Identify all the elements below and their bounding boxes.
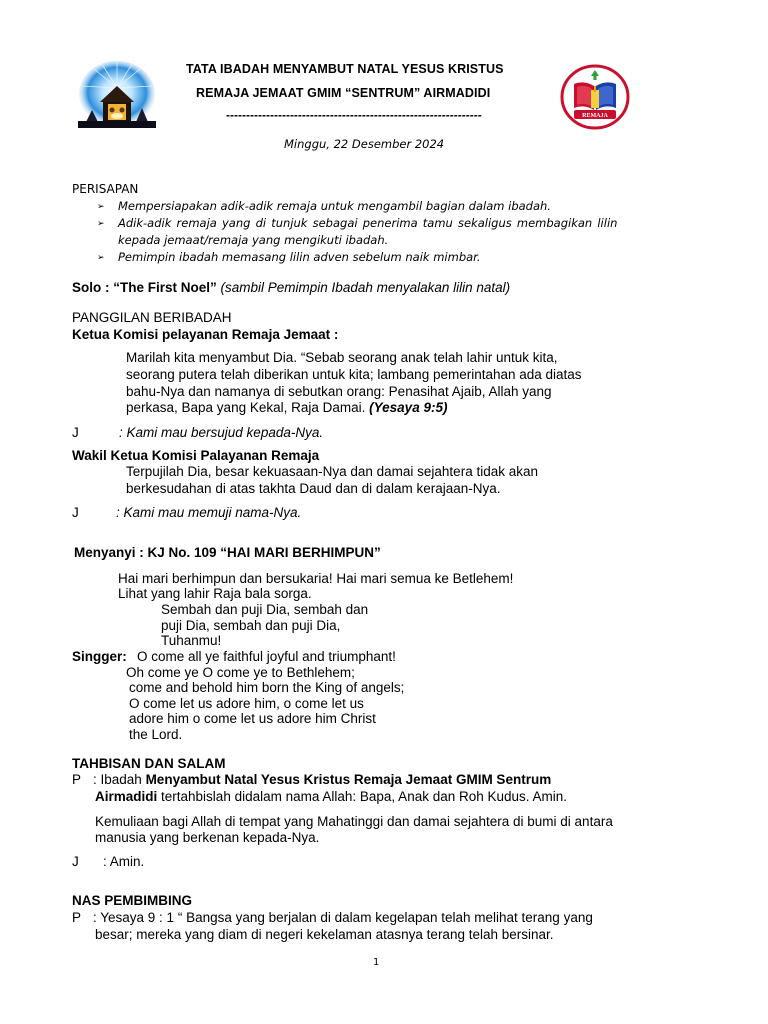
panggilan-speaker: Ketua Komisi pelayanan Remaja Jemaat : bbox=[72, 327, 339, 342]
tahbisan-p-prefix: : Ibadah bbox=[93, 772, 142, 787]
wakil-j-label: J bbox=[72, 505, 79, 520]
panggilan-line-4-wrap bbox=[126, 400, 447, 415]
tahbisan-p-line-2 bbox=[95, 789, 567, 804]
tahbisan-p-bold-1: Menyambut Natal Yesus Kristus Remaja Jemaat GMIM Sentrum bbox=[145, 772, 552, 787]
remaja-logo-image bbox=[560, 64, 630, 130]
wakil-j-response: : Kami mau memuji nama-Nya. bbox=[116, 505, 302, 520]
singer-label: Singger: bbox=[72, 649, 127, 664]
tahbisan-p-rest: tertahbislah didalam nama Allah: Bapa, Anak dan Roh Kudus. Amin. bbox=[161, 789, 568, 804]
song-refrain-line-3: Tuhanmu! bbox=[161, 633, 222, 648]
tahbisan-heading: TAHBISAN DAN SALAM bbox=[72, 756, 226, 771]
song-refrain-line-1: Sembah dan puji Dia, sembah dan bbox=[161, 602, 369, 617]
page-number: 1 bbox=[373, 957, 380, 968]
panggilan-j-response: : Kami mau bersujud kepada-Nya. bbox=[119, 425, 324, 440]
arrow-bullet-icon: ➢ bbox=[97, 218, 105, 228]
wakil-line-2: berkesudahan di atas takhta Daud dan di dalam kerajaan-Nya. bbox=[126, 481, 501, 496]
panggilan-line-3: bahu-Nya dan namanya di sebutkan orang: Penasihat Ajaib, Allah yang bbox=[126, 384, 552, 399]
nas-p-label: P bbox=[72, 910, 82, 925]
nas-line-2: besar; mereka yang diam di negeri kekelaman atasnya terang telah bersinar. bbox=[95, 927, 554, 942]
panggilan-reference: (Yesaya 9:5) bbox=[369, 400, 448, 415]
arrow-bullet-icon: ➢ bbox=[97, 201, 105, 211]
header-divider: ---------------------------------------------------------------- bbox=[226, 108, 482, 122]
persiapan-heading: PERISAPAN bbox=[72, 182, 139, 196]
solo-label: Solo : “The First Noel” bbox=[72, 280, 217, 295]
singer-line-5: adore him o come let us adore him Christ bbox=[129, 711, 376, 726]
tahbisan-p-bold-2: Airmadidi bbox=[95, 789, 158, 804]
nas-line-1: : Yesaya 9 : 1 “ Bangsa yang berjalan di dalam kegelapan telah melihat terang yang bbox=[93, 910, 593, 925]
nas-heading: NAS PEMBIMBING bbox=[72, 893, 193, 908]
song-verse-line-2: Lihat yang lahir Raja bala sorga. bbox=[118, 586, 312, 601]
menyanyi-heading: Menyanyi : KJ No. 109 “HAI MARI BERHIMPUN” bbox=[74, 545, 381, 560]
panggilan-j-label: J bbox=[72, 425, 79, 440]
document-date: Minggu, 22 Desember 2024 bbox=[284, 137, 445, 151]
nativity-logo-image bbox=[78, 58, 156, 128]
tahbisan-p-label: P bbox=[72, 772, 82, 787]
wakil-speaker: Wakil Ketua Komisi Palayanan Remaja bbox=[72, 448, 320, 463]
kemuliaan-line-2: manusia yang berkenan kepada-Nya. bbox=[95, 830, 320, 845]
singer-line-3: come and behold him born the King of angels; bbox=[129, 680, 405, 695]
solo-line bbox=[72, 280, 510, 295]
singer-line-4: O come let us adore him, o come let us bbox=[129, 696, 364, 711]
persiapan-item-2-cont: kepada jemaat/remaja yang mengikuti ibadah. bbox=[118, 233, 389, 247]
panggilan-heading: PANGGILAN BERIBADAH bbox=[72, 310, 232, 325]
singer-line-1: O come all ye faithful joyful and triumphant! bbox=[137, 649, 396, 664]
logo-text: REMAJA bbox=[582, 113, 608, 119]
document-title-line1: TATA IBADAH MENYAMBUT NATAL YESUS KRISTUS bbox=[186, 62, 504, 76]
singer-line-6: the Lord. bbox=[129, 727, 183, 742]
tahbisan-p-line-1 bbox=[93, 772, 551, 787]
solo-note: (sambil Pemimpin Ibadah menyalakan lilin natal) bbox=[220, 280, 511, 295]
document-title-line2: REMAJA JEMAAT GMIM “SENTRUM” AIRMADIDI bbox=[196, 86, 491, 100]
tahbisan-j-label: J bbox=[72, 854, 79, 869]
persiapan-item-3: Pemimpin ibadah memasang lilin adven sebelum naik mimbar. bbox=[118, 250, 481, 264]
persiapan-item-1: Mempersiapakan adik-adik remaja untuk mengambil bagian dalam ibadah. bbox=[118, 199, 551, 213]
panggilan-line-4: perkasa, Bapa yang Kekal, Raja Damai. bbox=[126, 400, 366, 415]
singer-line-2: Oh come ye O come ye to Bethlehem; bbox=[126, 665, 355, 680]
song-refrain-line-2: puji Dia, sembah dan puji Dia, bbox=[161, 618, 341, 633]
panggilan-line-2: seorang putera telah diberikan untuk kita; lambang pemerintahan ada diatas bbox=[126, 367, 582, 382]
tahbisan-j-response: : Amin. bbox=[103, 854, 145, 869]
wakil-line-1: Terpujilah Dia, besar kekuasaan-Nya dan damai sejahtera tidak akan bbox=[126, 464, 538, 479]
kemuliaan-line-1: Kemuliaan bagi Allah di tempat yang Mahatinggi dan damai sejahtera di bumi di antara bbox=[95, 814, 613, 829]
panggilan-line-1: Marilah kita menyambut Dia. “Sebab seorang anak telah lahir untuk kita, bbox=[126, 350, 558, 365]
song-verse-line-1: Hai mari berhimpun dan bersukaria! Hai mari semua ke Betlehem! bbox=[118, 571, 514, 586]
arrow-bullet-icon: ➢ bbox=[97, 252, 105, 262]
persiapan-item-2: Adik-adik remaja yang di tunjuk sebagai penerima tamu sekaligus membagikan lilin bbox=[118, 216, 618, 230]
